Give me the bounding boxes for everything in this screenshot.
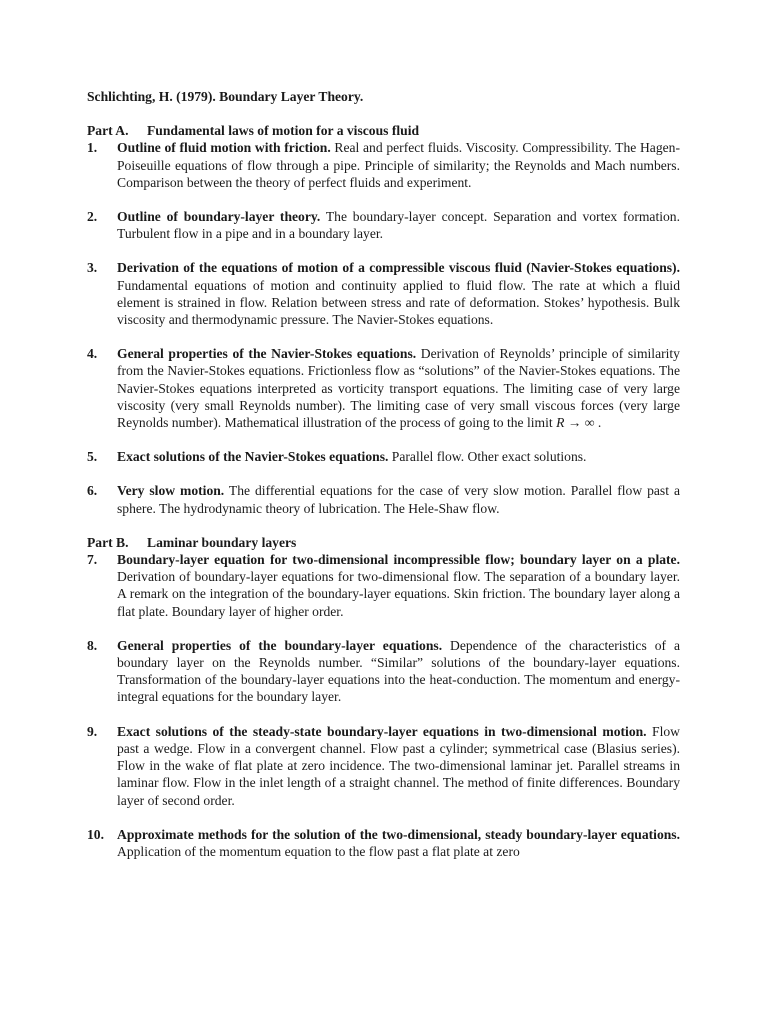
topic-8 [87, 637, 680, 706]
topic-text-end: . [594, 415, 602, 431]
topic-text: Fundamental equations of motion and continuity applied to fluid flow. The rate at which a fluid element is strained in flow. Relation between stress and rate of deformation. Stokes’ hypothesis. Bulk viscosity and thermodynamic pressure. The Navier-Stokes equations. [117, 277, 680, 328]
topic-2 [87, 208, 680, 242]
document-page [87, 88, 680, 860]
topic-body [117, 139, 680, 191]
topic-body [117, 482, 680, 516]
topic-number: 3. [87, 260, 98, 276]
topic-body [117, 259, 680, 328]
topic-10 [87, 826, 680, 860]
topic-title: Exact solutions of the Navier-Stokes equations. [117, 449, 389, 465]
topic-body [117, 448, 680, 465]
topic-text: Derivation of Reynolds’ principle of similarity from the Navier-Stokes equations. Frictionless flow as “solutions” of the Navier-Stokes equations. The Navier-Stokes equations interpreted as vorticity transport equations. The limiting case of very large viscosity (very small Reynolds number). The limiting case of very small viscous forces (very large Reynolds number). Mathematical illustration of the process of going to the limit [117, 346, 680, 431]
topic-title: Outline of boundary-layer theory. [117, 209, 321, 225]
part-a-label: Part A. [87, 123, 129, 139]
topic-body [117, 826, 680, 860]
topic-title: Derivation of the equations of motion of a compressible viscous fluid (Navier-Stokes equations). [117, 260, 680, 276]
topic-body [117, 637, 680, 706]
part-b-title: Laminar boundary layers [147, 534, 297, 550]
topic-number: 1. [87, 140, 98, 156]
topic-3 [87, 259, 680, 328]
topic-number: 2. [87, 209, 98, 225]
topic-text: Flow past a wedge. Flow in a convergent channel. Flow past a cylinder; symmetrical case (Blasius series). Flow in the wake of flat plate at zero incidence. The two-dimensional laminar jet. Parallel streams in laminar flow. Flow in the inlet length of a straight channel. The method of finite differences. Boundary layer of second order. [117, 723, 680, 808]
topic-number: 8. [87, 637, 98, 653]
topic-body [117, 723, 680, 809]
topic-title: Very slow motion. [117, 483, 225, 499]
topic-6 [87, 482, 680, 516]
topic-text: Derivation of boundary-layer equations for two-dimensional flow. The separation of a boundary layer. A remark on the integration of the boundary-layer equations. Skin friction. The boundary layer along a flat plate. Boundary layer of higher order. [117, 569, 680, 619]
topic-4 [87, 345, 680, 431]
part-b-label: Part B. [87, 534, 129, 550]
topic-title: Outline of fluid motion with friction. [117, 140, 331, 156]
topic-number: 7. [87, 552, 98, 568]
topic-number: 10. [87, 826, 104, 842]
topic-number: 5. [87, 449, 98, 465]
topic-number: 9. [87, 723, 98, 739]
topic-7 [87, 551, 680, 620]
topic-number: 6. [87, 483, 98, 499]
topic-body [117, 551, 680, 620]
topic-text: Dependence of the characteristics of a boundary layer on the Reynolds number. “Similar” solutions of the boundary-layer equations. Transformation of the boundary-layer equations into the heat-conduction. The momentum and energy-integral equations for the boundary layer. [117, 637, 680, 705]
topic-number: 4. [87, 346, 98, 362]
topic-text: Real and perfect fluids. Viscosity. Compressibility. The Hagen-Poiseuille equations of flow through a pipe. Principle of similarity; the Reynolds and Mach numbers. Comparison between the theory of perfect fluids and experiment. [117, 140, 680, 190]
topic-9 [87, 723, 680, 809]
limit-expression: R → ∞ [556, 415, 595, 431]
topic-body [117, 208, 680, 242]
part-a-title: Fundamental laws of motion for a viscous fluid [147, 123, 420, 139]
topic-title: Boundary-layer equation for two-dimensional incompressible flow; boundary layer on a plate. [117, 552, 680, 568]
topic-title: Exact solutions of the steady-state boundary-layer equations in two-dimensional motion. [117, 723, 647, 739]
topic-1 [87, 139, 680, 191]
topic-title: General properties of the boundary-layer equations. [117, 637, 443, 653]
topic-text: The boundary-layer concept. Separation and vortex formation. Turbulent flow in a pipe and in a boundary layer. [117, 209, 680, 242]
topic-title: Approximate methods for the solution of the two-dimensional, steady boundary-layer equations. [117, 826, 680, 842]
topic-text: The differential equations for the case of very slow motion. Parallel flow past a sphere. The hydrodynamic theory of lubrication. The Hele-Shaw flow. [117, 483, 680, 516]
topic-title: General properties of the Navier-Stokes equations. [117, 346, 417, 362]
topic-5 [87, 448, 680, 465]
topic-text: Parallel flow. Other exact solutions. [388, 449, 587, 465]
part-a-heading [87, 122, 680, 139]
topic-text: Application of the momentum equation to the flow past a flat plate at zero [117, 843, 520, 859]
citation: Schlichting, H. (1979). Boundary Layer Theory. [87, 89, 364, 104]
topic-body [117, 345, 680, 431]
part-b-heading [87, 534, 680, 551]
